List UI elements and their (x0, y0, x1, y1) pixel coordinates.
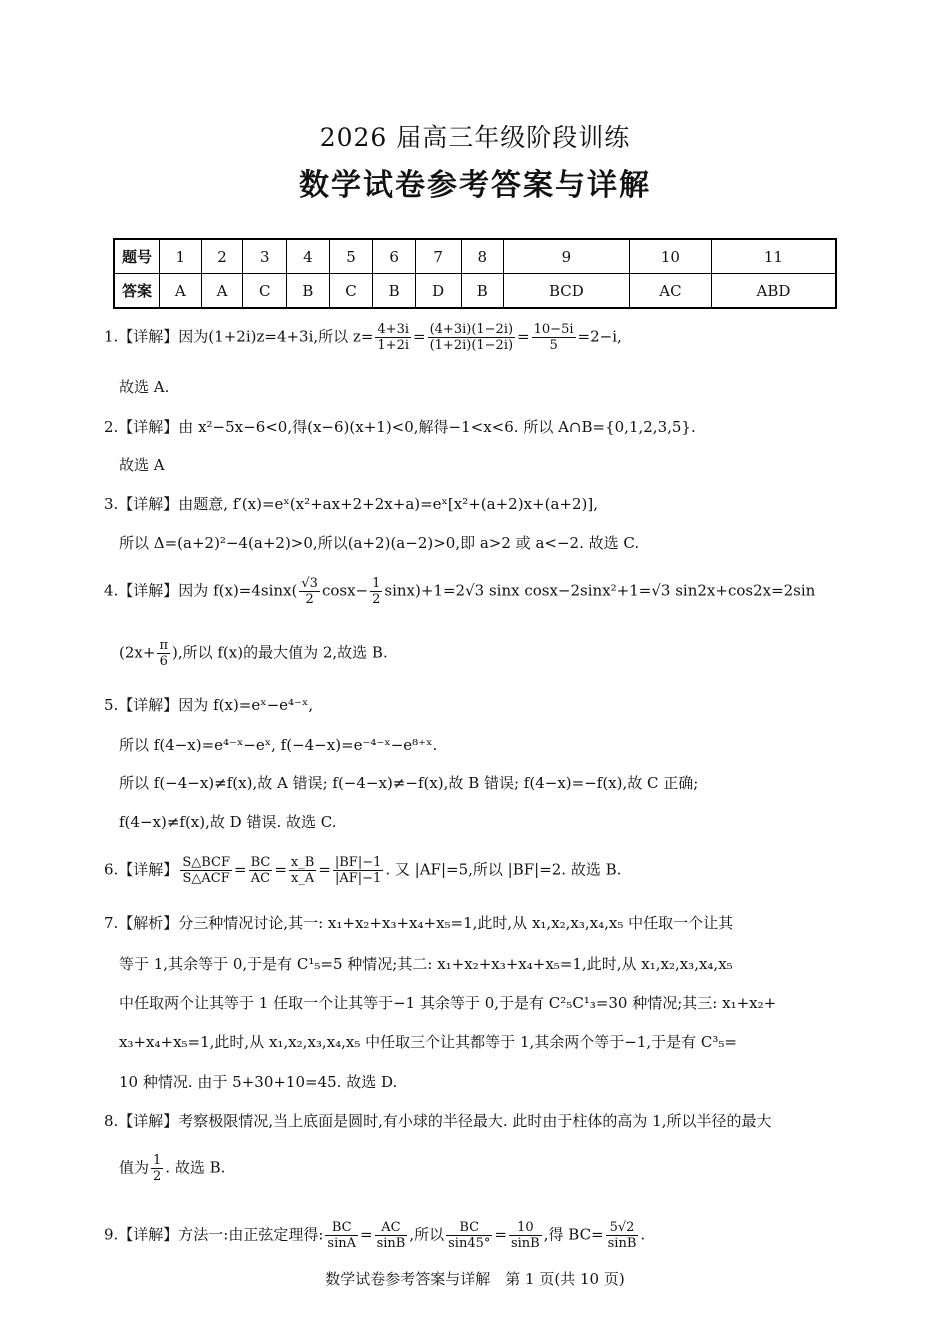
number-cell: 6 (373, 239, 415, 274)
q9-text-d: . (640, 1225, 646, 1244)
number-cell: 7 (415, 239, 461, 274)
q9-text-c: ,得 BC= (543, 1225, 604, 1244)
denominator: sinB (607, 1236, 637, 1251)
q5-line2: 所以 f(4−x)=e⁴⁻ˣ−eˣ, f(−4−x)=e⁻⁴⁻ˣ−e⁸⁺ˣ. (119, 736, 438, 754)
q6-fraction (249, 855, 273, 886)
q7-line3: 中任取两个让其等于 1 任取一个让其等于−1 其余等于 0,于是有 C²₅C¹₃=30 种情况;其三: x₁+x₂+ (119, 994, 777, 1012)
q8-text-b: . 故选 B. (165, 1158, 226, 1177)
row-header-number: 题号 (114, 239, 160, 274)
answer-cell: ABD (711, 274, 836, 309)
denominator: 2 (305, 592, 314, 607)
denominator: sinB (510, 1236, 540, 1251)
numerator: |BF|−1 (334, 855, 382, 870)
answer-row (114, 274, 836, 309)
q9-fraction (446, 1220, 492, 1251)
q9-line1: 9.【详解】方法一:由正弦定理得: $\frac{BC}{\sin A}$ = $\frac{AC}{\sin B}$ ,所以 $\frac{BC}{\sin 45^\circ}$ = $\frac{10}{\sin B}$ ,得 BC= $\frac{5√2}{\sin B}$ . (104, 1220, 646, 1251)
q3-line1: 3.【详解】由题意, f′(x)=eˣ(x²+ax+2+2x+a)=eˣ[x²+(a+2)x+(a+2)], (104, 495, 598, 513)
q8-line1: 8.【详解】考察极限情况,当上底面是圆时,有小球的半径最大. 此时由于柱体的高为 1,所以半径的最大 (104, 1112, 772, 1130)
q6-fraction (289, 855, 316, 886)
q1-line2: 故选 A. (119, 378, 170, 396)
q1-fraction (375, 322, 411, 353)
number-cell: 3 (243, 239, 287, 274)
numerator: BC (250, 855, 271, 870)
numerator: x_B (290, 855, 315, 870)
answer-cell: BCD (503, 274, 629, 309)
answer-cell: D (415, 274, 461, 309)
q1-fraction (532, 322, 576, 353)
numerator: 5√2 (606, 1220, 639, 1236)
q6-line1: 6.【详解】 $\frac{\text{S△BCF}}{\text{S△ACF}}$ = $\frac{BC}{AC}$ = $\frac{x\_B}{x\_A}$ = $\frac{|BF|-1}{|AF|-1}$ . 又 |AF|=5,所以 |BF|=2. 故选 B. (104, 855, 622, 886)
q4-text-c: sinx)+1=2√3 sinx cosx−2sinx²+1=√3 sin2x+cos2x=2sin (384, 581, 816, 600)
q9-fraction (325, 1220, 358, 1251)
number-cell: 5 (329, 239, 373, 274)
q4-line1 (104, 576, 850, 607)
denominator: 2 (372, 592, 381, 607)
q1-result: =2−i, (577, 327, 622, 346)
q4-fraction (299, 576, 320, 607)
page-footer: 数学试卷参考答案与详解 第 1 页(共 10 页) (325, 1270, 625, 1288)
q3-line2: 所以 Δ=(a+2)²−4(a+2)>0,所以(a+2)(a−2)>0,即 a>2 或 a<−2. 故选 C. (119, 534, 640, 552)
q1-line1: 1.【详解】因为(1+2i)z=4+3i,所以 z= $\frac{4+3i}{1+2i}$ = $\frac{(4+3i)(1-2i)}{(1+2i)(1-2i)}$ = $\frac{10-5i}{5}$ =2−i, (104, 322, 622, 353)
numerator: S△BCF (182, 855, 230, 870)
q8-text-a: 值为 (119, 1158, 150, 1177)
numerator: 1 (153, 1153, 162, 1168)
q9-fraction (509, 1220, 542, 1251)
q4-text-e: ),所以 f(x)的最大值为 2,故选 B. (171, 643, 388, 662)
answer-table (113, 238, 837, 309)
q1-text: 1.【详解】因为(1+2i)z=4+3i,所以 z= (104, 327, 374, 346)
q7-line2: 等于 1,其余等于 0,于是有 C¹₅=5 种情况;其二: x₁+x₂+x₃+x₄+x₅=1,此时,从 x₁,x₂,x₃,x₄,x₅ (119, 955, 733, 973)
denominator: x_A (290, 871, 315, 886)
answer-cell: B (287, 274, 329, 309)
q5-line1: 5.【详解】因为 f(x)=eˣ−e⁴⁻ˣ, (104, 696, 314, 714)
denominator: AC (250, 871, 271, 886)
number-cell: 11 (711, 239, 836, 274)
denominator: 1+2i (377, 338, 409, 353)
numerator: 1 (372, 576, 381, 591)
q7-line1: 7.【解析】分三种情况讨论,其一: x₁+x₂+x₃+x₄+x₅=1,此时,从 x₁,x₂,x₃,x₄,x₅ 中任取一个让其 (104, 914, 734, 932)
numerator: BC (325, 1220, 358, 1236)
numerator: 10−5i (533, 322, 574, 337)
denominator: |AF|−1 (334, 871, 382, 886)
numerator: π (159, 638, 168, 653)
numerator: (4+3i)(1−2i) (429, 322, 514, 337)
denominator: 2 (153, 1169, 162, 1184)
q9-fraction (606, 1220, 639, 1251)
q6-fraction (180, 855, 232, 886)
q4-line2 (119, 638, 850, 669)
q1-fraction (428, 322, 515, 353)
q8-fraction (151, 1153, 163, 1184)
number-cell: 8 (461, 239, 503, 274)
q6-fraction (333, 855, 384, 886)
number-cell: 9 (503, 239, 629, 274)
q5-line4: f(4−x)≠f(x),故 D 错误. 故选 C. (119, 813, 337, 831)
q9-fraction (375, 1220, 408, 1251)
q2-line2: 故选 A (119, 456, 165, 474)
q7-line4: x₃+x₄+x₅=1,此时,从 x₁,x₂,x₃,x₄,x₅ 中任取三个让其都等于 1,其余两个等于−1,于是有 C³₅= (119, 1033, 737, 1051)
q4-fraction (370, 576, 382, 607)
row-header-answer: 答案 (114, 274, 160, 309)
numerator: 4+3i (377, 322, 409, 337)
answer-cell: B (461, 274, 503, 309)
q6-text-b: . 又 |AF|=5,所以 |BF|=2. 故选 B. (385, 860, 622, 879)
number-cell: 1 (160, 239, 202, 274)
answer-cell: A (160, 274, 202, 309)
denominator: 5 (549, 338, 558, 353)
numerator: √3 (301, 576, 318, 591)
denominator: 6 (159, 654, 168, 669)
denominator: sinA (327, 1236, 357, 1251)
answer-cell: C (329, 274, 373, 309)
number-cell: 2 (201, 239, 243, 274)
number-cell: 10 (629, 239, 711, 274)
document-title: 2026 届高三年级阶段训练 (319, 123, 631, 152)
q2-line1: 2.【详解】由 x²−5x−6<0,得(x−6)(x+1)<0,解得−1<x<6. 所以 A∩B={0,1,2,3,5}. (104, 418, 696, 436)
number-cell: 4 (287, 239, 329, 274)
answer-cell: B (373, 274, 415, 309)
q8-line2 (119, 1153, 850, 1184)
q7-line5: 10 种情况. 由于 5+30+10=45. 故选 D. (119, 1073, 398, 1091)
question-number-row (114, 239, 836, 274)
q4-text-d: (2x+ (119, 643, 156, 662)
denominator: sinB (376, 1236, 406, 1251)
q4-fraction (157, 638, 170, 669)
q6-text-a: 6.【详解】 (104, 860, 179, 879)
q9-text-b: ,所以 (409, 1225, 445, 1244)
q5-line3: 所以 f(−4−x)≠f(x),故 A 错误; f(−4−x)≠−f(x),故 B 错误; f(4−x)=−f(x),故 C 正确; (119, 774, 699, 792)
denominator: sin45° (448, 1236, 491, 1251)
q9-text-a: 9.【详解】方法一:由正弦定理得: (104, 1225, 324, 1244)
q4-text-a: 4.【详解】因为 f(x)=4sinx( (104, 581, 298, 600)
numerator: 10 (509, 1220, 542, 1236)
numerator: BC (446, 1220, 492, 1236)
answer-cell: AC (629, 274, 711, 309)
answer-cell: A (201, 274, 243, 309)
denominator: (1+2i)(1−2i) (429, 338, 514, 353)
numerator: AC (375, 1220, 408, 1236)
denominator: S△ACF (182, 871, 230, 886)
answer-cell: C (243, 274, 287, 309)
document-subtitle: 数学试卷参考答案与详解 (299, 168, 651, 203)
q4-text-b: cosx− (321, 581, 369, 600)
